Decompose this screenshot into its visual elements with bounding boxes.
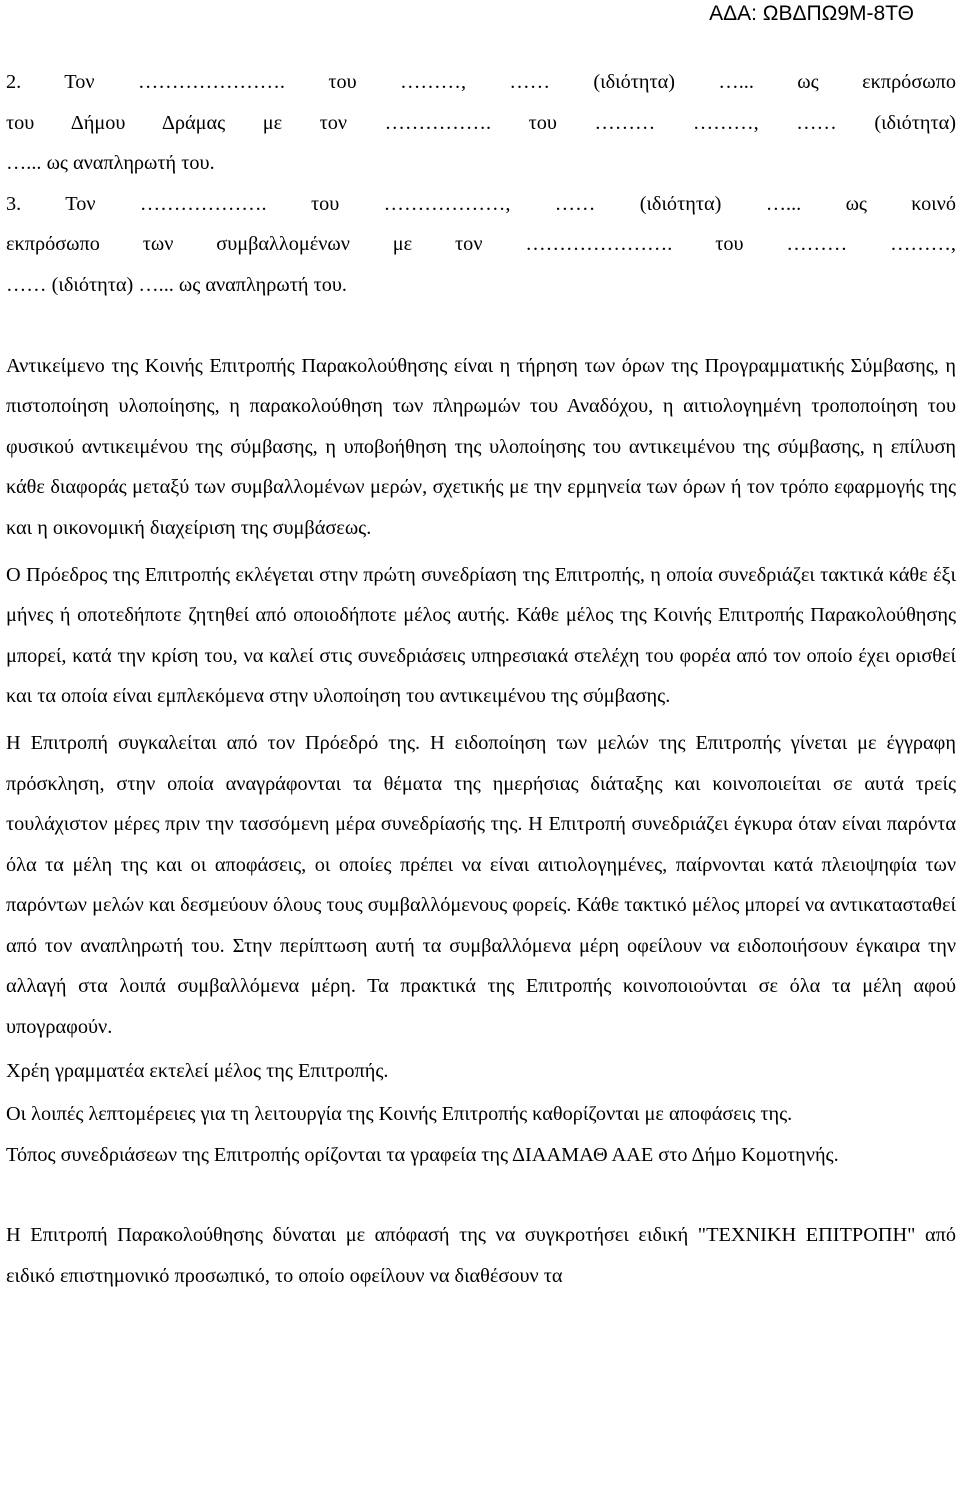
document-page — [6, 62, 956, 1297]
members-line: …... ως αναπληρωτή του. — [6, 152, 215, 175]
paragraph-secretary: Χρέη γραμματέα εκτελεί μέλος της Επιτροπής. — [6, 1059, 389, 1082]
paragraph-venue: Τόπος συνεδριάσεων της Επιτροπής ορίζονται τα γραφεία της ΔΙΑΑΜΑΘ ΑΑΕ στο Δήμο Κομοτηνής. — [6, 1143, 839, 1166]
members-line: του Δήμου Δράμας με τον ……………. του ……… ………, …… (ιδιότητα) — [6, 111, 956, 134]
paragraph-convening: Η Επιτροπή συγκαλείται από τον Πρόεδρό της. Η ειδοποίηση των μελών της Επιτροπής γίνεται με έγγραφη πρόσκληση, στην οποία αναγράφονται τα θέματα της ημερήσιας διάταξης και κοινοποιείται σε αυτά τρείς τουλάχιστον μέρες πριν την τασσόμενη μέρα συνεδρίασής της. Η Επιτροπή συνεδριάζει έγκυρα όταν είναι παρόντα όλα τα μέλη της και οι αποφάσεις, οι οποίες πρέπει να είναι αιτιολογημένες, παίρνονται κατά πλειοψηφία των παρόντων μελών και δεσμεύουν όλους τους συμβαλλόμενους φορείς. Κάθε τακτικό μέλος μπορεί να αντικατασταθεί από τον αναπληρωτή του. Στην περίπτωση αυτή τα συμβαλλόμενα μέρη οφείλουν να ειδοποιήσουν έγκαιρα την αλλαγή στα λοιπά συμβαλλόμενα μέρη. Τα πρακτικά της Επιτροπής κοινοποιούνται σε όλα τα μέλη αφού υπογραφούν. — [6, 731, 956, 1039]
members-line: εκπρόσωπο των συμβαλλομένων με τον …………………. του ……… ………, — [6, 233, 956, 256]
paragraph-details: Οι λοιπές λεπτομέρειες για τη λειτουργία της Κοινής Επιτροπής καθορίζονται με αποφάσεις της. — [6, 1103, 793, 1126]
members-list — [6, 62, 956, 306]
members-line: …… (ιδιότητα) …... ως αναπληρωτή του. — [6, 273, 347, 296]
paragraph-technical: Η Επιτροπή Παρακολούθησης δύναται με απόφασή της να συγκροτήσει ειδική "ΤΕΧΝΙΚΗ ΕΠΙΤΡΟΠΗ" από ειδικό επιστημονικό προσωπικό, το οποίο οφείλουν να διαθέσουν τα — [6, 1224, 956, 1288]
members-line: 3. Τον ………………. του ………………, …… (ιδιότητα) …... ως κοινό — [6, 192, 956, 215]
members-line: 2. Τον …………………. του ………, …… (ιδιότητα) …... ως εκπρόσωπο — [6, 71, 956, 93]
ada-code: ΑΔΑ: ΩΒΔΠΩ9Μ-8ΤΘ — [709, 2, 914, 25]
paragraph-president: Ο Πρόεδρος της Επιτροπής εκλέγεται στην πρώτη συνεδρίαση της Επιτροπής, η οποία συνεδριάζει τακτικά κάθε έξι μήνες ή οποτεδήποτε ζητηθεί από οποιοδήποτε μέλος αυτής. Κάθε μέλος της Κοινής Επιτροπής Παρακολούθησης μπορεί, κατά την κρίση του, να καλεί στις συνεδριάσεις υπηρεσιακά στελέχη του φορέα από τον οποίο έχει ορισθεί και τα οποία είναι εμπλεκόμενα στην υλοποίηση του αντικειμένου της σύμβασης. — [6, 563, 956, 708]
paragraph-object: Αντικείμενο της Κοινής Επιτροπής Παρακολούθησης είναι η τήρηση των όρων της Προγραμματικής Σύμβασης, η πιστοποίηση υλοποίησης, η παρακολούθηση των πληρωμών του Αναδόχου, η αιτιολογημένη τροποποίηση του φυσικού αντικειμένου της σύμβασης, η υποβοήθηση της υλοποίησης του αντικειμένου της σύμβασης, η επίλυση κάθε διαφοράς μεταξύ των συμβαλλομένων μερών, σχετικής με την ερμηνεία των όρων ή τον τρόπο εφαρμογής της και η οικονομική διαχείριση της συμβάσεως. — [6, 354, 956, 539]
